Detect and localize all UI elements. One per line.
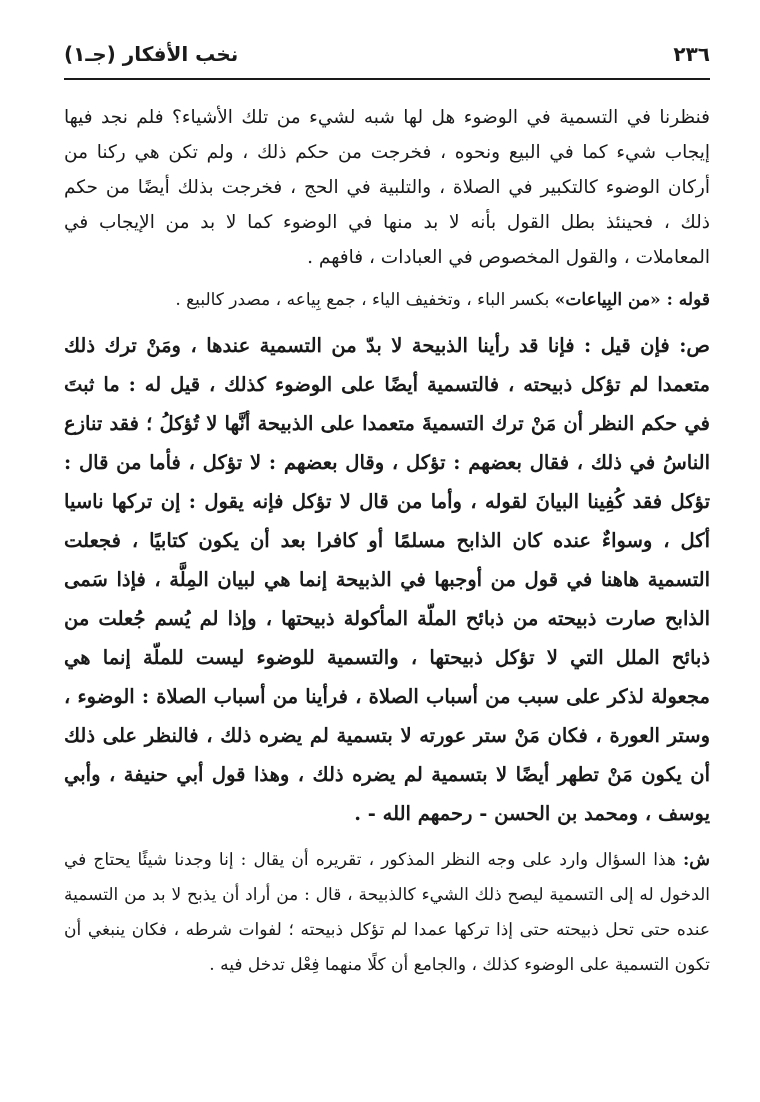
paragraph-gloss [64,283,710,318]
page-header [64,42,710,72]
header-divider [64,78,710,80]
commentary-text: هذا السؤال وارد على وجه النظر المذكور ، تقريره أن يقال : إنا وجدنا شيئًا يحتاج في الدخول له إلى التسمية ليصح ذلك الشيء كالذبيحة ، قال : من أراد أن يذبح لا بد من التسمية عنده حتى تحل ذبيحته حتى إذا تركها عمدا لم تؤكل ذبيحته ؛ لفوات شرطه ، فكان ينبغي أن تكون التسمية على الوضوء كذلك ، والجامع أن كلًا منهما فِعْل تدخل فيه . [64,850,710,975]
gloss-lead: قوله : «من البِياعات» [554,290,710,310]
running-title: نخب الأفكار (جـ١) [64,42,239,66]
gloss-text: بكسر الباء ، وتخفيف الياء ، جمع بِياعه ، مصدر كالبيع . [175,290,555,310]
paragraph-main-text: ص: فإن قيل : فإنا قد رأينا الذبيحة لا بدّ من التسمية عندها ، ومَنْ ترك ذلك متعمدا لم تؤكل ذبيحته ، فالتسمية أيضًا على الوضوء كذلك ، قيل له : ما ثبتَ في حكم النظر أن مَنْ ترك التسميةَ متعمدا على الذبيحة أنَّها لا تُؤكلُ ؛ فقد تنازع الناسُ في ذلك ، فقال بعضهم : تؤكل ، وقال بعضهم : لا تؤكل ، فأما من قال : تؤكل فقد كُفِينا البيانَ لقوله ، وأما من قال لا تؤكل فإنه يقول : إن تركها ناسيا أكل ، وسواءٌ عنده كان الذابح مسلمًا أو كافرا بعد أن يكون كتابيًا ، فجعلت التسمية هاهنا في قول من أوجبها في الذبيحة إنما هي لبيان المِلَّة ، فإذا سَمى الذابح صارت ذبيحته من ذبائح الملّة المأكولة ذبيحتها ، وإذا لم يُسم جُعلت من ذبائح الملل التي لا تؤكل ذبيحتها ، والتسمية للوضوء ليست للملّة إنما هي مجعولة لذكر على سبب من أسباب الصلاة ، فرأينا من أسباب الصلاة : الوضوء ، وستر العورة ، فكان مَنْ ستر عورته لا بتسمية لم يضره ذلك ، فالنظر على ذلك أن يكون مَنْ تطهر أيضًا لا بتسمية لم يضره ذلك ، وهذا قول أبي حنيفة ، وأبي يوسف ، ومحمد بن الحسن - رحمهم الله - . [64,334,710,825]
paragraph-commentary [64,843,710,983]
page-number: ٢٣٦ [673,42,710,66]
paragraph-continuation: فنظرنا في التسمية في الوضوء هل لها شبه لشيء من تلك الأشياء؟ فلم نجد فيها إيجاب شيء كما في البيع ونحوه ، فخرجت من حكم ذلك ، ولم تكن هي ركنا من أركان الوضوء كالتكبير في الصلاة ، والتلبية في الحج ، فخرجت بذلك أيضًا من حكم ذلك ، فحينئذ بطل القول بأنه لا بد منها في الوضوء كما لا بد من الإيجاب في المعاملات ، والقول المخصوص في العبادات ، فافهم . [64,107,710,268]
commentary-lead: ش: [682,850,710,870]
book-page [64,42,710,983]
